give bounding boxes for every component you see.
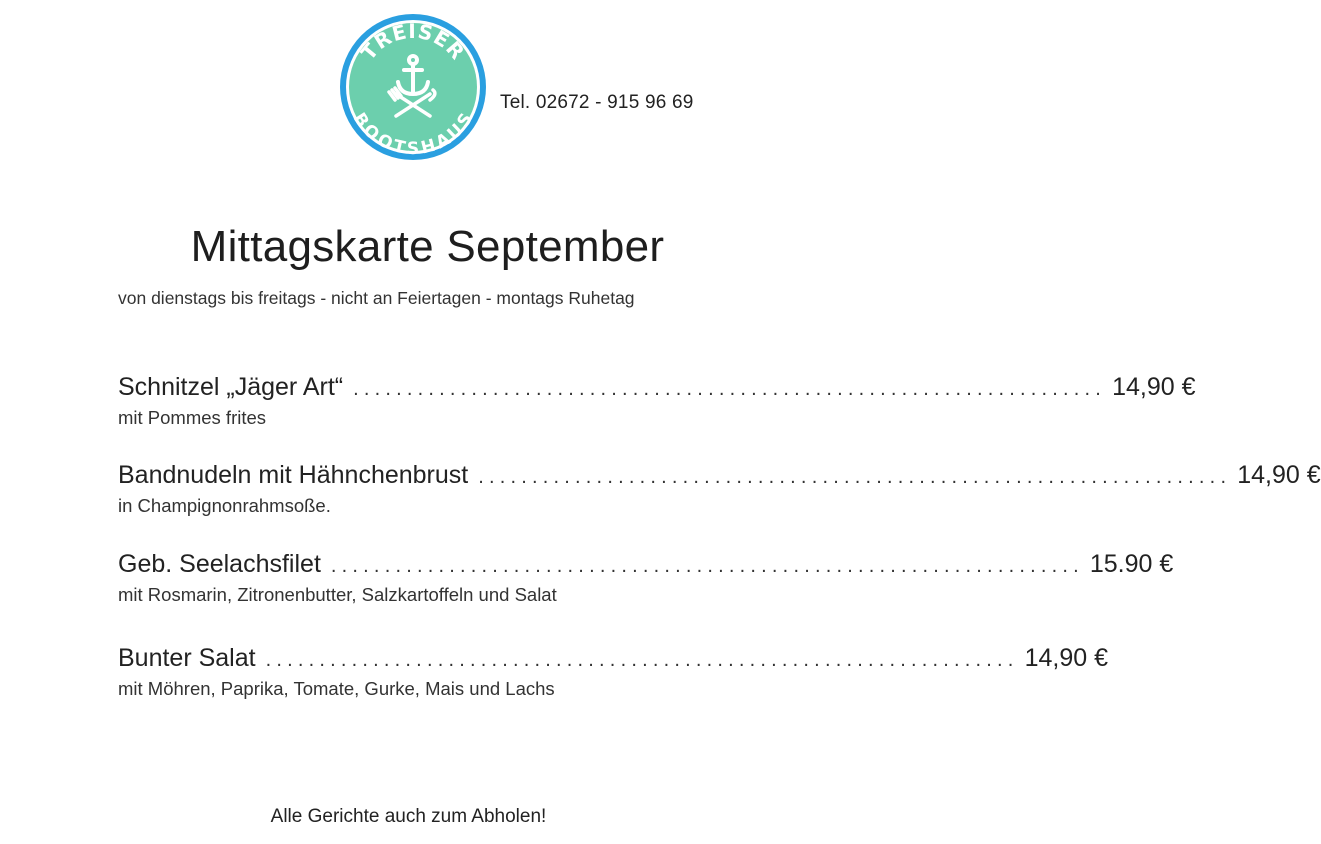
dish-description: mit Möhren, Paprika, Tomate, Gurke, Mais und Lachs: [118, 678, 555, 699]
dish-description: mit Rosmarin, Zitronenbutter, Salzkartoffeln und Salat: [118, 584, 557, 605]
dish-name: Bunter Salat: [118, 644, 256, 672]
menu-item: [118, 550, 1174, 606]
dish-name: Schnitzel „Jäger Art“: [118, 373, 344, 401]
dish-description: in Champignonrahmsoße.: [118, 495, 331, 516]
dish-price: 14,90 €: [1112, 373, 1196, 401]
logo-top-text: TREISER: [355, 18, 470, 65]
menu-item: [118, 644, 1108, 700]
dish-name: Geb. Seelachsfilet: [118, 550, 321, 578]
takeaway-note-text: Alle Gerichte auch zum Abholen!: [270, 806, 547, 827]
dot-leader: ......................................................................: [478, 466, 1232, 488]
dish-price: 14,90 €: [1024, 644, 1108, 672]
dish-price: 15.90 €: [1089, 550, 1174, 578]
menu-item: [118, 373, 1196, 429]
page-title: Mittagskarte September: [190, 222, 665, 271]
takeaway-note: [0, 806, 835, 828]
dot-leader: ......................................................................: [265, 649, 1019, 671]
logo-bottom-text: BOOTSHAUS: [348, 109, 478, 160]
dish-price: 14,90 €: [1237, 461, 1321, 489]
opening-days: von dienstags bis freitags - nicht an Feiertagen - montags Ruhetag: [118, 288, 635, 308]
dot-leader: ......................................................................: [353, 378, 1107, 400]
dish-name: Bandnudeln mit Hähnchenbrust: [118, 461, 469, 489]
dish-description: mit Pommes frites: [118, 407, 267, 428]
phone-number: Tel. 02672 - 915 96 69: [500, 92, 694, 113]
logo-emblem: [338, 12, 488, 162]
menu-item: [118, 461, 1321, 517]
dot-leader: ......................................................................: [330, 555, 1084, 577]
restaurant-logo: [338, 12, 488, 162]
